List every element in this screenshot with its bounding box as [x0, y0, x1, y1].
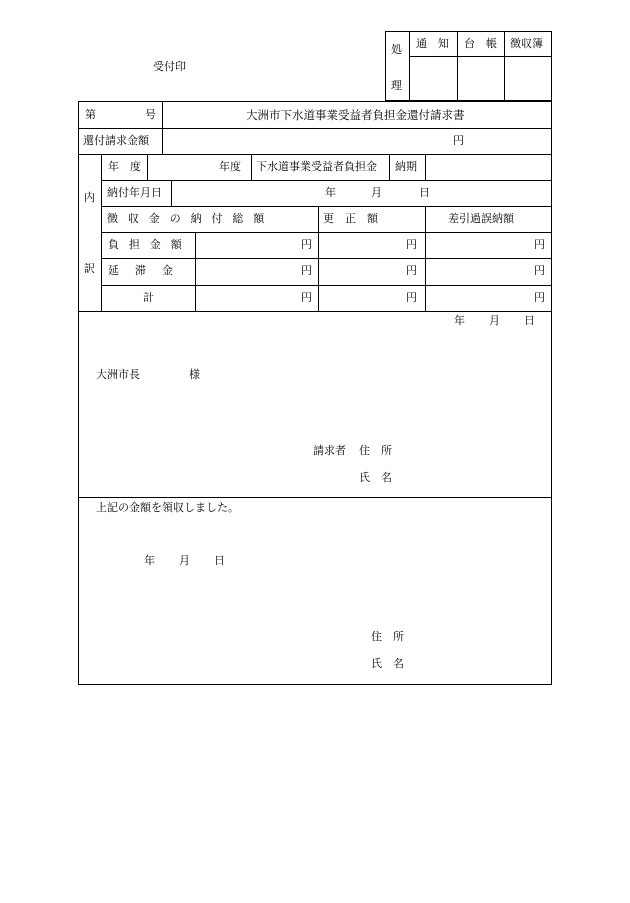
- payment-date-month: 月: [371, 186, 382, 199]
- addressee-honorific: 様: [189, 368, 200, 381]
- row-total-unit-1: 円: [301, 291, 312, 304]
- row-late-fee-unit-3: 円: [534, 264, 545, 277]
- receipt-address-label: 住 所: [371, 630, 404, 643]
- row-total-unit-2: 円: [406, 291, 417, 304]
- request-date-day: 日: [524, 314, 535, 327]
- reception-stamp-label: 受付印: [153, 60, 186, 73]
- row-charge-unit-3: 円: [534, 238, 545, 251]
- period-label: 納期: [395, 160, 417, 173]
- breakdown-label-2: 訳: [84, 262, 95, 275]
- row-total-unit-3: 円: [534, 291, 545, 304]
- row-charge-unit-2: 円: [406, 238, 417, 251]
- number-label-prefix: 第: [85, 108, 96, 121]
- row-late-fee-unit-1: 円: [301, 264, 312, 277]
- receipt-date-year: 年: [144, 554, 155, 567]
- receipt-name-label: 氏 名: [371, 657, 404, 670]
- receipt-statement: 上記の金額を領収しました。: [96, 501, 239, 514]
- request-date-year: 年: [454, 314, 465, 327]
- payment-date-year: 年: [325, 186, 336, 199]
- request-date-month: 月: [489, 314, 500, 327]
- payment-date-label: 納付年月日: [107, 186, 162, 199]
- col-total-paid: 徴収金の納付総額: [107, 212, 275, 225]
- processing-col-collection-book: 徴収簿: [510, 37, 543, 50]
- col-corrected: 更 正 額: [323, 212, 378, 225]
- breakdown-label-1: 内: [84, 191, 95, 204]
- charge-name: 下水道事業受益者負担金: [256, 160, 377, 173]
- receipt-date-day: 日: [214, 554, 225, 567]
- col-overpaid: 差引過誤納額: [448, 212, 514, 225]
- row-late-fee-label: 延滞金: [108, 264, 189, 277]
- requester-label: 請求者: [313, 444, 346, 457]
- refund-amount-label: 還付請求金額: [83, 134, 149, 147]
- number-label-suffix: 号: [145, 108, 156, 121]
- receipt-date-month: 月: [179, 554, 190, 567]
- processing-label-2: 理: [391, 79, 402, 92]
- fiscal-year-suffix: 年度: [219, 160, 241, 173]
- fiscal-year-label: 年 度: [108, 160, 141, 173]
- refund-amount-unit: 円: [453, 134, 464, 147]
- row-total-label: 計: [143, 291, 154, 304]
- requester-name-label: 氏 名: [359, 471, 392, 484]
- payment-date-day: 日: [419, 186, 430, 199]
- processing-col-ledger: 台 帳: [464, 37, 497, 50]
- row-charge-label: 負担金額: [108, 238, 192, 251]
- row-late-fee-unit-2: 円: [406, 264, 417, 277]
- processing-label-1: 処: [391, 43, 402, 56]
- addressee: 大洲市長: [96, 368, 140, 381]
- form-title: 大洲市下水道事業受益者負担金還付請求書: [246, 108, 465, 122]
- row-charge-unit-1: 円: [301, 238, 312, 251]
- processing-col-notice: 通 知: [416, 37, 449, 50]
- requester-address-label: 住 所: [359, 444, 392, 457]
